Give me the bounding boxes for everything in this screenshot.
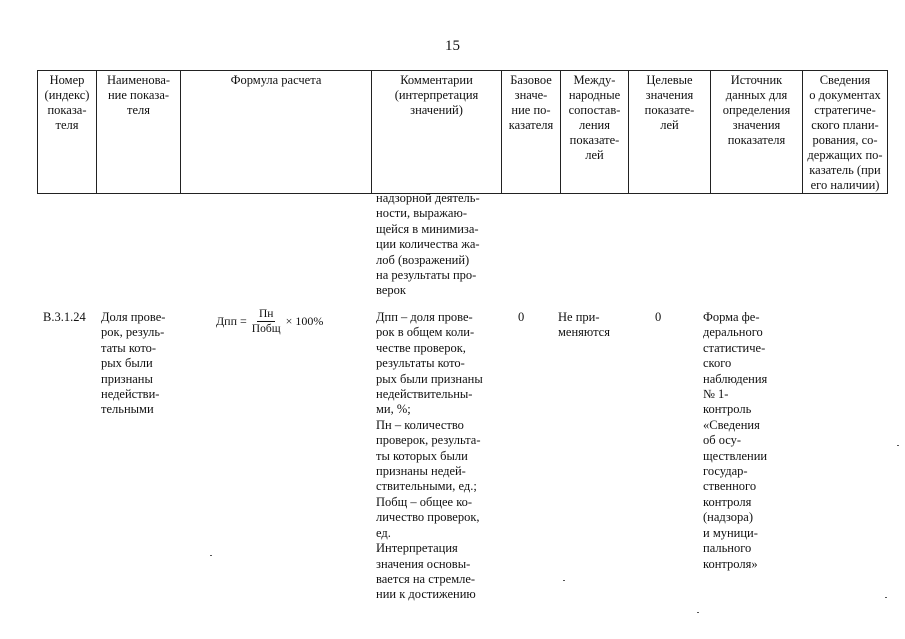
formula-fraction: [250, 308, 283, 335]
header-formula: Формула расчета: [181, 71, 372, 194]
formula-denominator: Побщ: [251, 323, 281, 335]
scan-speck: [563, 580, 565, 581]
header-international: Между- народные сопостав- ления показате- лей: [561, 71, 629, 194]
row-source: Форма фе- дерального статистиче- ского наблюдения № 1- контроль «Сведения об осу- ществлении государ- ственного контроля (надзора) и муници- пального контроля»: [703, 310, 768, 571]
page-number: 15: [445, 38, 460, 54]
formula-lhs: Дпп =: [216, 314, 247, 328]
scan-speck: [897, 445, 899, 446]
scan-speck: [885, 597, 887, 598]
header-target: Целевые значения показате- лей: [629, 71, 711, 194]
formula: [216, 308, 323, 335]
header-base-value: Базовое значе- ние по- казателя: [502, 71, 561, 194]
indicator-table-header: [37, 70, 888, 194]
scan-speck: [697, 612, 699, 613]
header-source: Источник данных для определения значения показателя: [711, 71, 803, 194]
row-target: 0: [655, 310, 662, 324]
header-row: [38, 71, 888, 194]
row-name: Доля прове- рок, резуль- таты кото- рых были признаны недействи- тельными: [101, 310, 166, 417]
row-index: В.3.1.24: [43, 310, 86, 324]
formula-rhs: × 100%: [285, 314, 324, 328]
header-index: Номер (индекс) показа- теля: [38, 71, 97, 194]
formula-numerator: Пн: [258, 308, 274, 320]
header-comments: Комментарии (интерпретация значений): [372, 71, 502, 194]
row-comment: Дпп – доля прове- рок в общем коли- честве проверок, результаты кото- рых были признаны недействительны- ми, %; Пн – количество проверок, результа- ты которых были признаны недей- ствительными, ед.; Побщ – общее ко- личество проверок, ед. Интерпретация значения основы- вается на стремле- нии к достижению: [376, 310, 483, 602]
header-strategic-docs: Сведения о документах стратегиче- ского плани- рования, со- держащих по- казатель (при его наличии): [803, 71, 888, 194]
continuation-comment: надзорной деятель- ности, выражаю- щейся в минимиза- ции количества жа- лоб (возражений) на результаты про- верок: [376, 191, 480, 298]
row-base-value: 0: [518, 310, 525, 324]
scan-speck: [210, 555, 212, 556]
row-international: Не при- меняются: [558, 310, 610, 340]
header-name: Наименова- ние показа- теля: [97, 71, 181, 194]
